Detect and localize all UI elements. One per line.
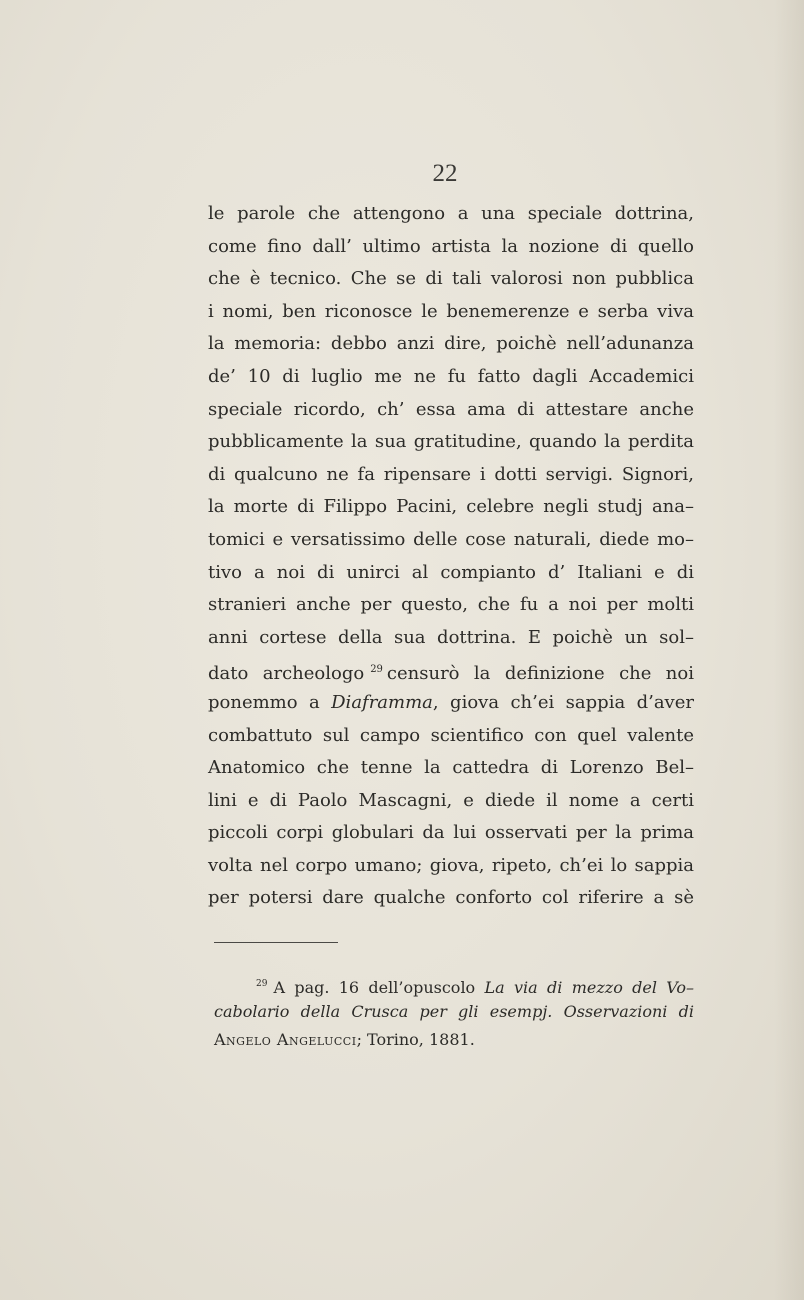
text-line: piccoli corpi globulari da lui osservati per la prima: [208, 822, 694, 844]
text-line: la morte di Filippo Pacini, celebre negli studj ana–: [208, 496, 694, 518]
footnote-place: ; Torino, 1881.: [356, 1030, 475, 1049]
text-segment: , giova ch’ei sappia d’aver: [432, 691, 694, 713]
text-line: di qualcuno ne fa ripensare i dotti servigi. Signori,: [208, 463, 694, 485]
text-line: combattuto sul campo scientifico con quel valente: [208, 724, 694, 746]
footnote-reference: 29: [370, 664, 383, 676]
text-line: la memoria: debbo anzi dire, poichè nell’adunanza: [208, 333, 694, 355]
text-line-with-italic: [208, 687, 694, 720]
footnote-title: La via di mezzo del Vo–: [484, 978, 695, 997]
text-line: che è tecnico. Che se di tali valorosi non pubblica: [208, 268, 694, 290]
text-line: per potersi dare qualche conforto col riferire a sè: [208, 887, 694, 909]
text-segment: dato archeologo: [208, 663, 365, 685]
text-line: le parole che attengono a una speciale dottrina,: [208, 203, 694, 224]
body-text: [208, 198, 694, 915]
text-line: pubblicamente la sua gratitudine, quando la perdita: [208, 431, 694, 453]
page-edge-shading: [774, 0, 804, 1300]
text-line: i nomi, ben riconosce le benemerenze e serba viva: [208, 300, 694, 322]
page-number: 22: [432, 160, 458, 187]
text-line: tivo a noi di unirci al compianto d’ Italiani e di: [208, 561, 694, 583]
text-line-with-footnote-ref: [208, 654, 694, 687]
footnote-line: [214, 970, 694, 998]
text-line: anni cortese della sua dottrina. E poichè un sol–: [208, 626, 694, 648]
footnote-marker: 29: [256, 979, 268, 989]
text-line: speciale ricordo, ch’ essa ama di attestare anche: [208, 398, 694, 420]
text-line: stranieri anche per questo, che fu a noi per molti: [208, 594, 694, 616]
footnote: [214, 970, 694, 1054]
footnote-text: A pag. 16 dell’opuscolo: [273, 978, 476, 997]
text-line: de’ 10 di luglio me ne fu fatto dagli Accademici: [208, 365, 694, 387]
footnote-author: Angelo Angelucci: [214, 1030, 357, 1049]
text-segment: censurò la definizione che noi: [386, 663, 694, 685]
italic-term: Diaframma: [331, 691, 433, 713]
text-line: volta nel corpo umano; giova, ripeto, ch’ei lo sappia: [208, 854, 694, 876]
footnote-line: [214, 1026, 694, 1054]
text-line: Anatomico che tenne la cattedra di Lorenzo Bel–: [208, 757, 694, 779]
text-segment: ponemmo a: [208, 691, 320, 713]
footnote-divider: [214, 942, 338, 943]
footnote-line: cabolario della Crusca per gli esempj. Osservazioni di: [214, 1002, 694, 1021]
text-line: lini e di Paolo Mascagni, e diede il nome a certi: [208, 789, 694, 811]
text-line: come fino dall’ ultimo artista la nozione di quello: [208, 235, 694, 257]
text-line: tomici e versatissimo delle cose naturali, diede mo–: [208, 528, 694, 550]
